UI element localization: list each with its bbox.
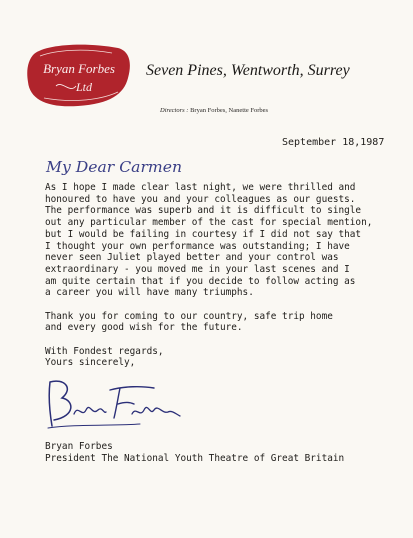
letter-body (45, 182, 385, 358)
body-line: a career you will have many triumphs. (45, 287, 254, 299)
body-line: I thought your own performance was outstanding; I have (45, 240, 350, 252)
company-logo (26, 42, 132, 108)
signatory-block (45, 441, 344, 464)
body-line: honoured to have you and your colleagues as our guests. (45, 193, 356, 205)
svg-text:My Dear Carmen: My Dear Carmen (44, 158, 183, 176)
paragraph-gap (45, 299, 385, 311)
signatory-title: President The National Youth Theatre of Great Britain (45, 452, 345, 464)
body-line: With Fondest regards, (45, 345, 164, 357)
svg-text:Bryan Forbes: Bryan Forbes (43, 61, 115, 76)
body-line: and every good wish for the future. (45, 322, 243, 334)
salutation-handwriting (44, 152, 194, 180)
letter-date: September 18,1987 (282, 137, 385, 148)
body-line: Thank you for coming to our country, safe trip home (45, 310, 333, 322)
body-line: but I would be failing in courtesy if I did not say that (45, 228, 362, 240)
paragraph-gap (45, 334, 385, 346)
signatory-name: Bryan Forbes (45, 441, 113, 452)
body-line: out any particular member of the cast for special mention, (45, 217, 373, 229)
body-line: As I hope I made clear last night, we were thrilled and (45, 182, 356, 193)
body-line: am quite certain that if you decide to follow acting as (45, 275, 356, 287)
handwritten-salutation (44, 152, 194, 180)
svg-text:Ltd: Ltd (75, 80, 93, 94)
body-line: extraordinary - you moved me in your last scenes and I (45, 263, 350, 275)
letterhead-directors (160, 107, 268, 114)
directors-label: Directors : (160, 107, 189, 114)
letterhead-address: Seven Pines, Wentworth, Surrey (146, 62, 350, 79)
letter-closing: Yours sincerely, (45, 357, 136, 368)
handwritten-signature (44, 374, 184, 436)
directors-names: Bryan Forbes, Nanette Forbes (190, 107, 269, 114)
logo-seal-icon (26, 42, 132, 108)
body-line: never seen Juliet played better and your control was (45, 252, 339, 264)
signature-icon (44, 374, 184, 436)
body-line: The performance was superb and it is difficult to single (45, 205, 362, 217)
